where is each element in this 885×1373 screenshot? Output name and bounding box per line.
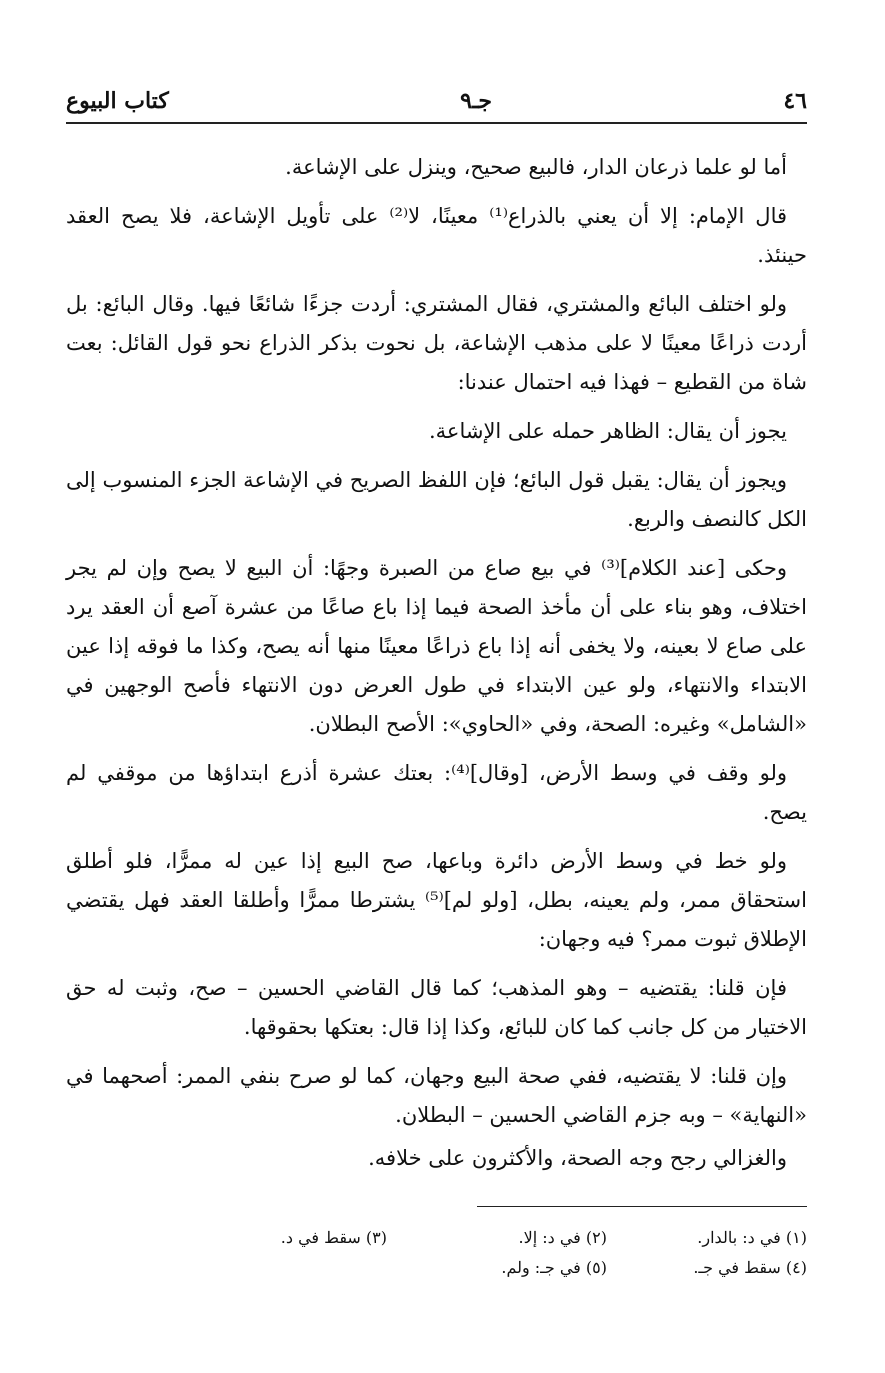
paragraph: يجوز أن يقال: الظاهر حمله على الإشاعة. [428,419,787,443]
paragraph: وإن قلنا: لا يقتضيه، ففي صحة البيع وجهان، كما لو صرح بنفي الممر: أصحهما في «النهاية» – وبه جزم القاضي الحسين – البطلان. [66,1064,807,1127]
paragraph: أما لو علما ذرعان الدار، فالبيع صحيح، وينزل على الإشاعة. [285,155,787,179]
running-head [66,88,807,122]
main-text [66,148,807,1178]
book-page [66,88,807,1283]
volume-label: جـ٩ [460,88,493,114]
paragraph: قال الإمام: إلا أن يعني بالذراع⁽¹⁾ معينًا، لا⁽²⁾ على تأويل الإشاعة، فلا يصح العقد حينئذ. [66,204,807,267]
paragraph: فإن قلنا: يقتضيه – وهو المذهب؛ كما قال القاضي الحسين – صح، وثبت له حق الاختيار من كل جانب كما كان للبائع، وكذا إذا قال: بعتكها بحقوقها. [66,976,807,1039]
paragraph: ولو وقف في وسط الأرض، [وقال]⁽⁴⁾: بعتك عشرة أذرع ابتداؤها من موقفي لم يصح. [66,761,807,824]
footnote: (٥) في جـ: ولم. [501,1258,607,1277]
paragraph: والغزالي رجح وجه الصحة، والأكثرون على خلافه. [368,1146,787,1170]
book-title: كتاب البيوع [66,88,169,114]
footnote: (١) في د: بالدار. [697,1228,807,1247]
page-number: ٤٦ [783,88,807,114]
paragraph: ولو خط في وسط الأرض دائرة وباعها، صح البيع إذا عين له ممرًّا، فلو أطلق استحقاق ممر، ولم يعينه، بطل، [ولو لم]⁽⁵⁾ يشترطا ممرًّا وأطلقا العقد فهل يقتضي الإطلاق ثبوت ممر؟ فيه وجهان: [66,849,807,951]
paragraph: ولو اختلف البائع والمشتري، فقال المشتري: أردت جزءًا شائعًا فيها. وقال البائع: بل أردت ذراعًا معينًا لا على مذهب الإشاعة، بل نحوت بذكر الذراع نحو قول القائل: بعت شاة من القطيع – فهذا فيه احتمال عندنا: [66,292,807,394]
footnotes [66,1223,807,1283]
paragraph: وحكى [عند الكلام]⁽³⁾ في بيع صاع من الصبرة وجهًا: أن البيع لا يصح وإن لم يجر اختلاف، وهو بناء على أن مأخذ الصحة فيما إذا باع صاعًا من عشرة آصع أن العقد يرد على صاع لا بعينه، ولا يخفى أنه إذا باع ذراعًا معينًا منها أنه يصح، وكذا ما فوقه إذا عين الابتداء والانتهاء، ولو عين الابتداء في طول العرض دون الانتهاء فأصح الوجهين في «الشامل» وغيره: الصحة، وفي «الحاوي»: الأصح البطلان. [66,556,807,736]
footnote-rule [477,1206,807,1207]
footnote: (٣) سقط في د. [280,1228,387,1247]
footnote: (٢) في د: إلا. [518,1228,607,1247]
header-rule [66,122,807,124]
footnote: (٤) سقط في جـ. [693,1258,807,1277]
paragraph: ويجوز أن يقال: يقبل قول البائع؛ فإن اللفظ الصريح في الإشاعة الجزء المنسوب إلى الكل كالنصف والربع. [66,468,807,531]
